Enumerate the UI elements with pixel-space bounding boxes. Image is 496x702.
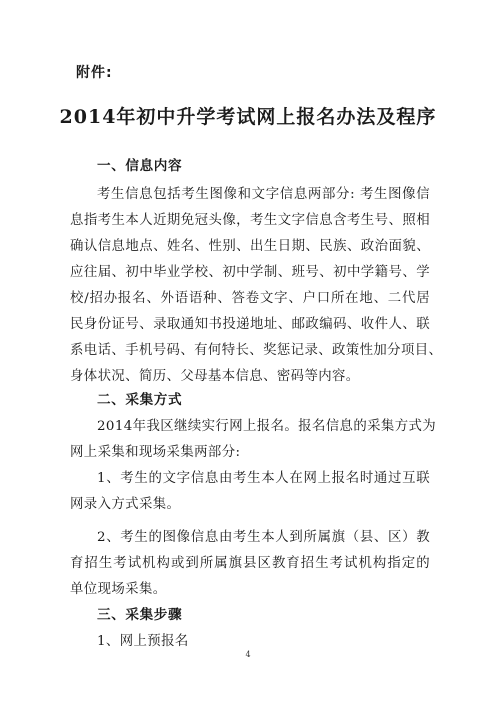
paragraph-line: 校/招办报名、外语语种、答卷文字、户口所在地、二代居 [70,291,430,306]
document-title: 2014年初中升学考试网上报名办法及程序 [59,106,437,128]
attachment-label: 附件: [76,65,113,81]
paragraph-line: 2、考生的图像信息由考生本人到所属旗（县、区）教 [97,530,430,545]
paragraph-line: 身体状况、简历、父母基本信息、密码等内容。 [70,369,360,384]
paragraph-line: 单位现场采集。 [70,582,167,597]
paragraph-line: 确认信息地点、姓名、性别、出生日期、民族、政治面貌、 [70,239,430,254]
paragraph-line: 考生信息包括考生图像和文字信息两部分: 考生图像信 [97,187,430,202]
paragraph-line: 1、考生的文字信息由考生本人在网上报名时通过互联 [97,471,430,486]
paragraph-line: 育招生考试机构或到所属旗县区教育招生考试机构指定的 [70,556,430,571]
paragraph-line: 息指考生本人近期免冠头像，考生文字信息含考生号、照相 [70,213,430,228]
paragraph-line: 1、网上预报名 [97,634,189,649]
paragraph-line: 民身份证号、录取通知书投递地址、邮政编码、收件人、联 [70,317,430,332]
paragraph-line: 应往届、初中毕业学校、初中学制、班号、初中学籍号、学 [70,265,430,280]
section-heading-collection-steps: 三、采集步骤 [97,607,183,623]
section-heading-collection-method: 二、采集方式 [97,392,183,408]
paragraph-line: 系电话、手机号码、有何特长、奖惩记录、政策性加分项目、 [70,343,443,358]
paragraph-line: 2014年我区继续实行网上报名。报名信息的采集方式为 [97,419,437,434]
section-heading-info-content: 一、信息内容 [97,158,183,174]
paragraph-line: 网录入方式采集。 [70,497,181,512]
page-number: 4 [245,650,251,659]
paragraph-line: 网上采集和现场采集两部分: [70,445,241,460]
